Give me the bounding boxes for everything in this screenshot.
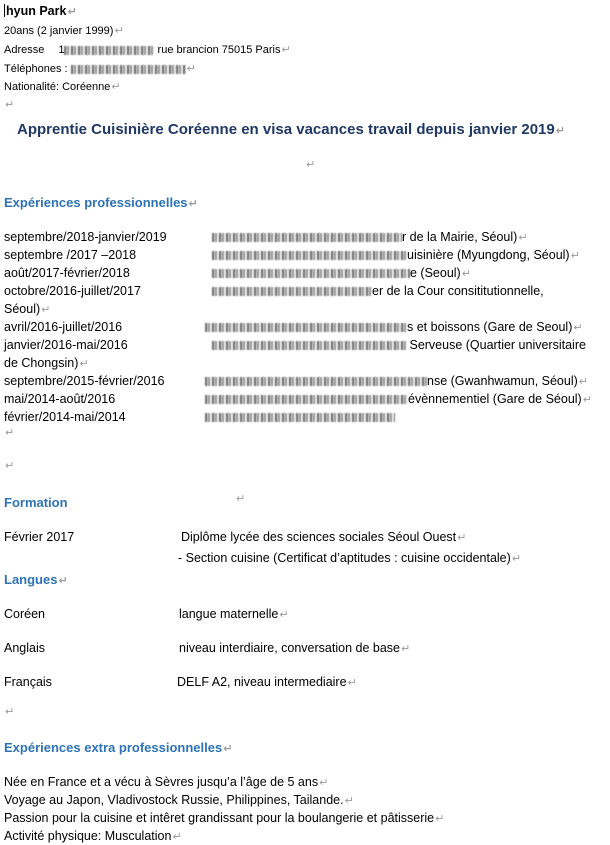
empty-paragraph-mark: ↵ <box>5 706 15 718</box>
experience-description: Serveuse (Quartier universitaire <box>212 339 586 352</box>
formation-date: Février 2017 <box>4 530 75 544</box>
experience-description: e (Seoul)↵ <box>212 267 471 280</box>
document-title: Apprentie Cuisinière Coréenne en visa vacances travail depuis janvier 2019↵ <box>17 121 565 138</box>
redacted-text <box>205 395 408 404</box>
experience-description-continued: de Chongsin)↵ <box>4 356 89 370</box>
experience-description: évènnementiel (Gare de Séoul)↵ <box>205 393 592 406</box>
experience-dates: avril/2016-juillet/2016 <box>4 320 123 334</box>
redacted-text <box>205 323 407 332</box>
experience-dates: février/2014-mai/2014 <box>4 410 126 424</box>
candidate-name: hyun Park↵ <box>6 4 77 18</box>
language-name: Anglais <box>4 641 45 655</box>
section-heading-langues: Langues↵ <box>4 572 68 587</box>
empty-paragraph-mark: ↵ <box>5 460 15 472</box>
formation-section: - Section cuisine (Certificat d’aptitudes : cuisine occidentale)↵ <box>178 551 522 565</box>
language-level: DELF A2, niveau intermediaire↵ <box>177 675 357 689</box>
empty-paragraph-mark: ↵ <box>236 493 246 505</box>
experience-dates: septembre/2015-février/2016 <box>4 374 165 388</box>
section-heading-extra: Expériences extra professionnelles↵ <box>4 740 233 755</box>
redacted-address <box>64 46 154 55</box>
experience-description: s et boissons (Gare de Seoul)↵ <box>205 321 583 334</box>
empty-paragraph-mark: ↵ <box>5 99 15 111</box>
language-level: niveau interdiaire, conversation de base↵ <box>179 641 411 655</box>
language-name: Coréen <box>4 607 45 621</box>
experience-description: r de la Mairie, Séoul)↵ <box>212 231 528 244</box>
experience-description-continued: Séoul)↵ <box>4 302 51 316</box>
redacted-text <box>212 269 410 278</box>
language-level: langue maternelle↵ <box>179 607 289 621</box>
experience-dates: janvier/2016-mai/2016 <box>4 338 128 352</box>
redacted-text <box>212 287 372 296</box>
age-birthdate: 20ans (2 janvier 1999)↵ <box>4 25 124 37</box>
extra-item: Passion pour la cuisine et intêret grandissant pour la boulangerie et pâtisserie↵ <box>4 811 445 825</box>
experience-description: nse (Gwanhwamun, Séoul)↵ <box>205 375 588 388</box>
redacted-text <box>212 233 402 242</box>
phone-line: Téléphones : ↵ <box>4 63 196 75</box>
experience-dates: septembre/2018-janvier/2019 <box>4 230 167 244</box>
empty-paragraph-mark: ↵ <box>5 427 15 439</box>
text-cursor <box>4 4 5 17</box>
redacted-text <box>212 341 406 350</box>
extra-item: Voyage au Japon, Vladivostock Russie, Philippines, Tailande.↵ <box>4 793 354 807</box>
experience-dates: août/2017-février/2018 <box>4 266 130 280</box>
section-heading-experiences: Expériences professionnelles↵ <box>4 195 198 210</box>
extra-item: Activité physique: Musculation↵ <box>4 829 182 843</box>
experience-description: uisinière (Myungdong, Séoul)↵ <box>212 249 580 262</box>
formation-diploma: Diplôme lycée des sciences sociales Séoul Ouest↵ <box>181 530 467 544</box>
experience-description: er de la Cour consititutionnelle, <box>212 285 544 298</box>
experience-dates: septembre /2017 –2018 <box>4 248 137 262</box>
extra-item: Née en France et a vécu à Sèvres jusqu’a l’âge de 5 ans↵ <box>4 775 329 789</box>
redacted-text <box>205 377 427 386</box>
nationality-line: Nationalité: Coréenne↵ <box>4 81 121 93</box>
redacted-text <box>212 251 407 260</box>
empty-paragraph-mark: ↵ <box>306 159 316 171</box>
experience-dates: octobre/2016-juillet/2017 <box>4 284 141 298</box>
experience-description <box>205 411 395 424</box>
address-line: Adresse 1 rue brancion 75015 Paris↵ <box>4 44 291 56</box>
redacted-phone <box>71 65 186 74</box>
language-name: Français <box>4 675 52 689</box>
redacted-text <box>205 413 395 422</box>
section-heading-formation: Formation <box>4 495 68 510</box>
experience-dates: mai/2014-août/2016 <box>4 392 116 406</box>
